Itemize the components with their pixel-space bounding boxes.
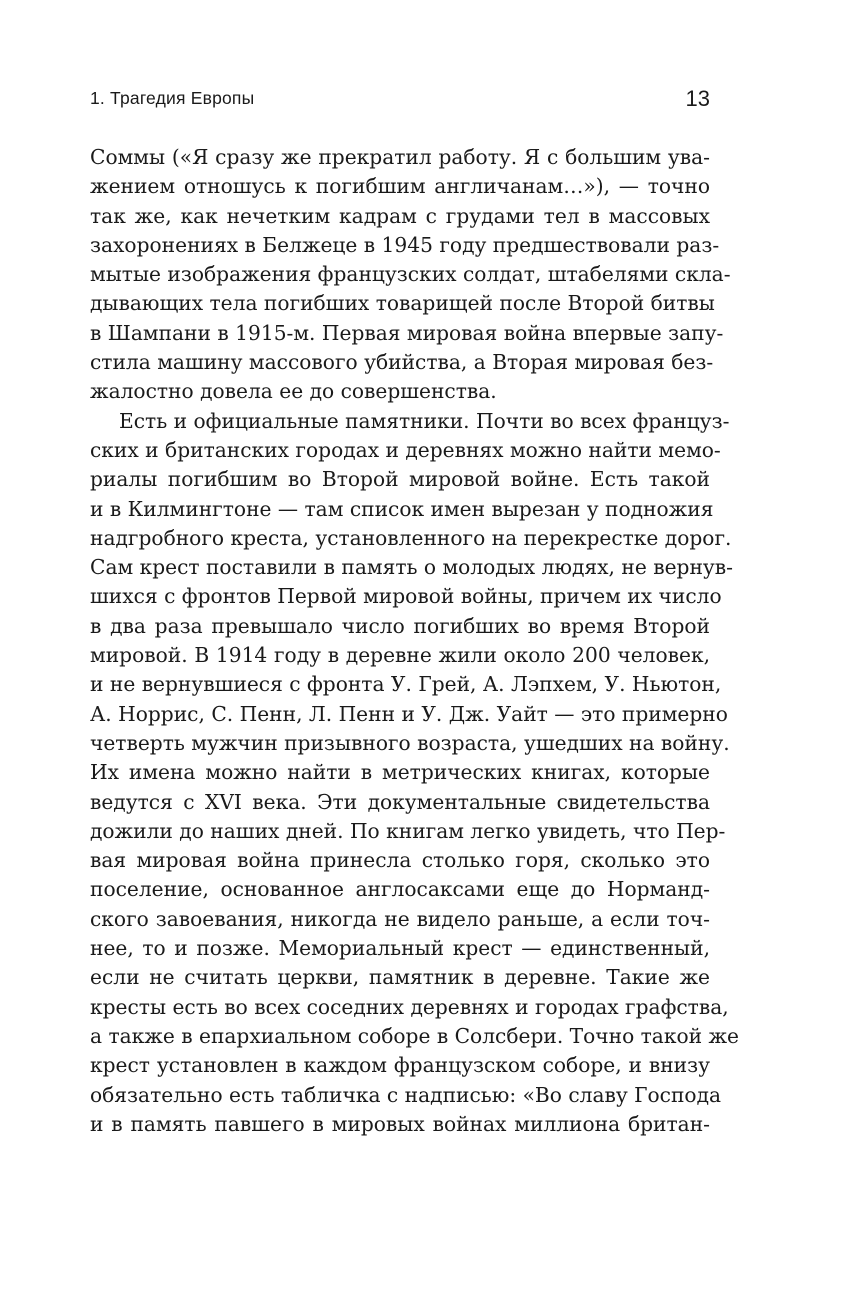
text-line: захоронениях в Белжеце в 1945 году предшествовали раз- [90, 232, 720, 257]
text-line: Их имена можно найти в метрических книгах, которые [90, 760, 710, 785]
text-line: и в Килмингтоне — там список имен вырезан у подножия [90, 496, 714, 521]
text-line: ведутся с XVI века. Эти документальные свидетельства [90, 789, 710, 814]
text-line: четверть мужчин призывного возраста, ушедших на войну. [90, 730, 730, 755]
text-line: дожили до наших дней. По книгам легко увидеть, что Пер- [90, 818, 726, 843]
text-line: и в память павшего в мировых войнах миллиона британ- [90, 1111, 710, 1136]
text-line: шихся с фронтов Первой мировой войны, причем их число [90, 584, 722, 609]
text-line: так же, как нечетким кадрам с грудами тел в массовых [90, 203, 710, 228]
text-line: в два раза превышало число погибших во время Второй [90, 613, 710, 638]
text-line: если не считать церкви, памятник в деревне. Такие же [90, 965, 710, 990]
text-line: и не вернувшиеся с фронта У. Грей, А. Лэпхем, У. Ньютон, [90, 672, 722, 697]
text-line: риалы погибшим во Второй мировой войне. Есть такой [90, 467, 710, 492]
running-head [90, 86, 710, 112]
text-line: вая мировая война принесла столько горя, сколько это [90, 848, 710, 873]
text-line: Соммы («Я сразу же прекратил работу. Я с большим ува- [90, 145, 710, 169]
text-line: ского завоевания, никогда не видело раньше, а если точ- [90, 906, 710, 931]
text-line: жалостно довела ее до совершенства. [90, 379, 497, 404]
text-line: кресты есть во всех соседних деревнях и городах графства, [90, 994, 729, 1019]
text-line: поселение, основанное англосаксами еще до Норманд- [90, 877, 710, 902]
text-line: дывающих тела погибших товарищей после Второй битвы [90, 291, 715, 316]
text-line: а также в епархиальном соборе в Солсбери. Точно такой же [90, 1023, 740, 1048]
text-line: крест установлен в каждом французском соборе, и внизу [90, 1053, 710, 1078]
text-line: Сам крест поставили в память о молодых людях, не вернув- [90, 555, 733, 580]
text-line: А. Норрис, С. Пенн, Л. Пенн и У. Дж. Уайт — это примерно [90, 701, 728, 726]
body-text [90, 143, 740, 1139]
text-line: жением отношусь к погибшим англичанам…»), — точно [90, 174, 710, 199]
page-number: 13 [685, 86, 710, 111]
text-line: мытые изображения французских солдат, штабелями скла- [90, 262, 731, 287]
text-line: нее, то и позже. Мемориальный крест — единственный, [90, 936, 710, 961]
chapter-title: 1. Трагедия Европы [90, 88, 255, 108]
text-line: ских и британских городах и деревнях можно найти мемо- [90, 437, 721, 462]
text-line: в Шампани в 1915-м. Первая мировая война впервые запу- [90, 320, 724, 345]
paragraph [90, 143, 731, 407]
text-line: обязательно есть табличка с надписью: «Во славу Господа [90, 1082, 722, 1107]
paragraph [90, 407, 740, 1139]
text-line: мировой. В 1914 году в деревне жили около 200 человек, [90, 643, 710, 668]
text-line: надгробного креста, установленного на перекрестке дорог. [90, 525, 732, 550]
text-line: стила машину массового убийства, а Вторая мировая без- [90, 350, 714, 375]
text-line: Есть и официальные памятники. Почти во всех француз- [119, 408, 730, 433]
